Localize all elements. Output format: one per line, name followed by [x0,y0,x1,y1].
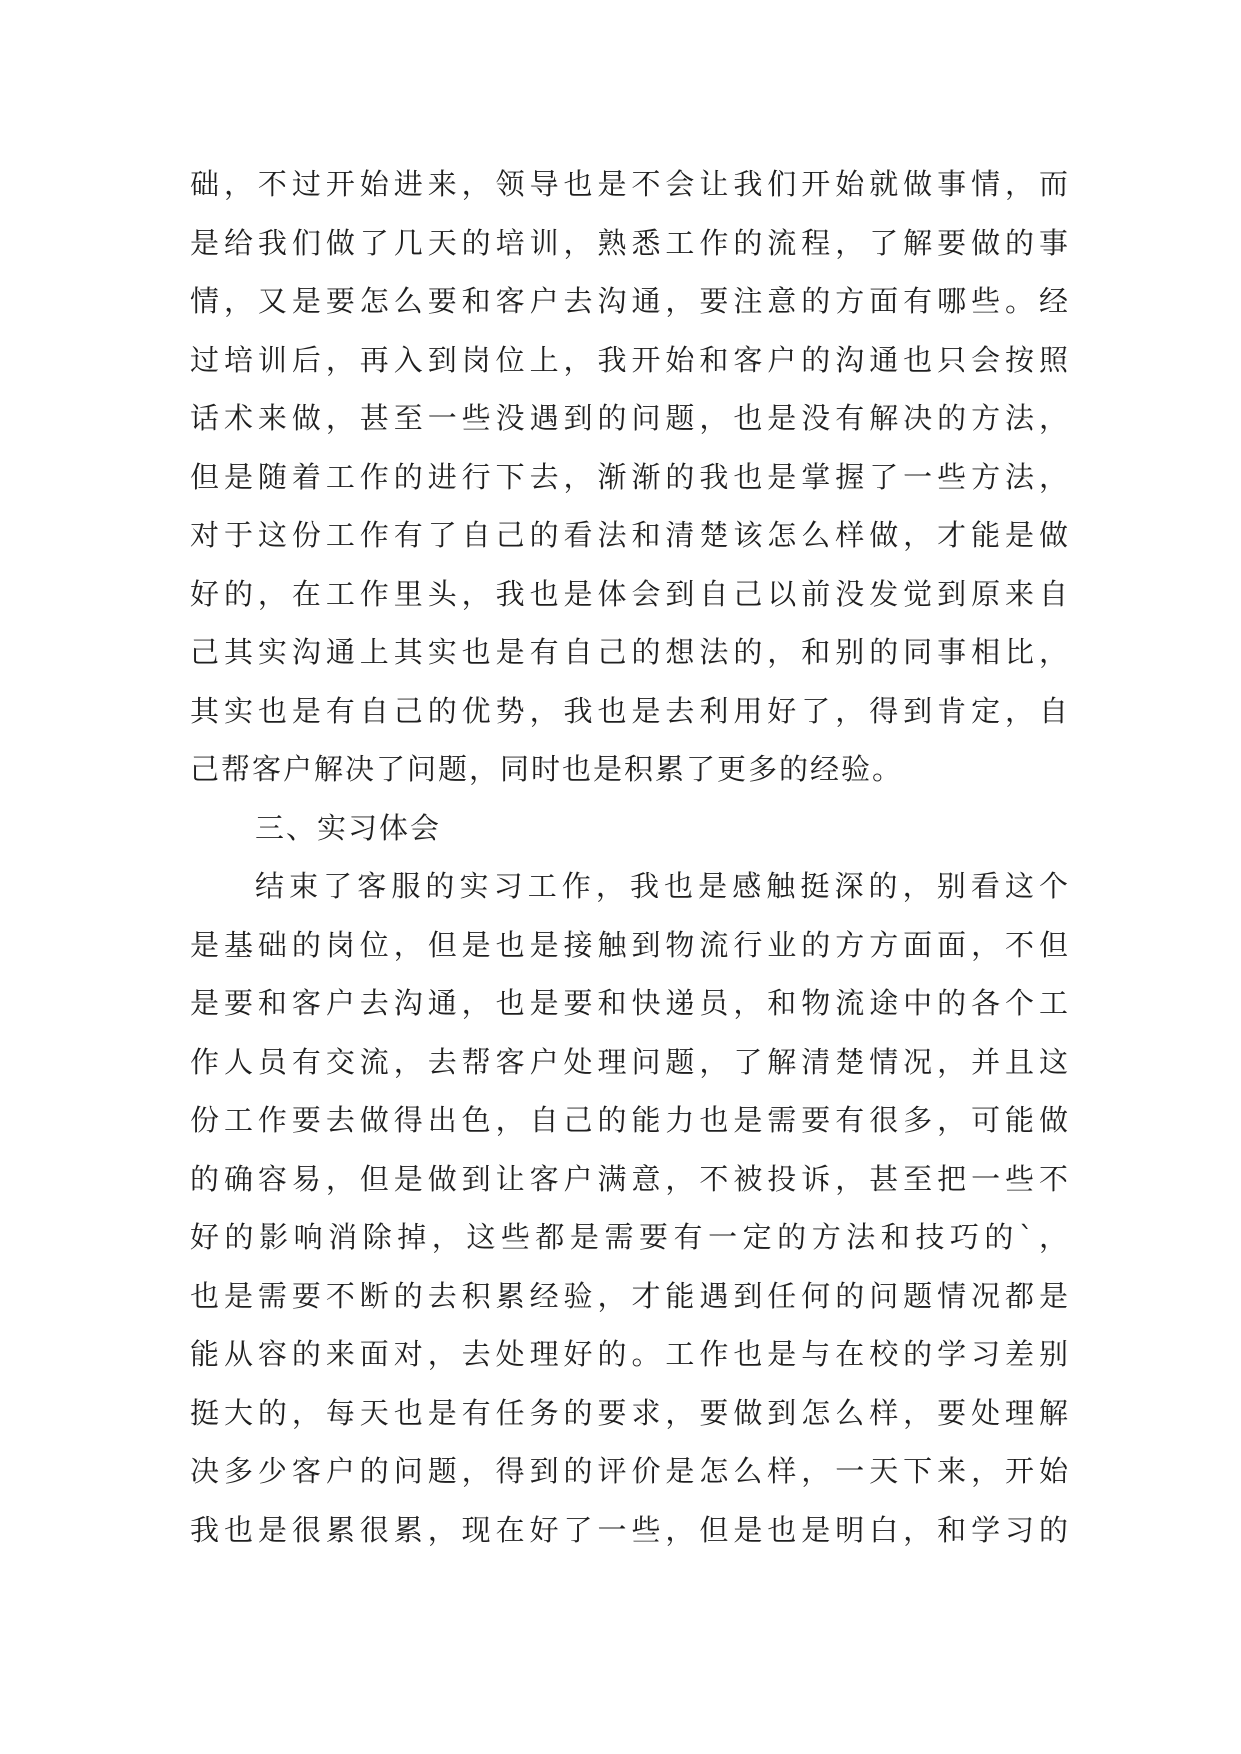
paragraph-line: 挺大的，每天也是有任务的要求，要做到怎么样，要处理解 [190,1395,1070,1430]
paragraph-line: 决多少客户的问题，得到的评价是怎么样，一天下来，开始 [190,1454,1070,1488]
paragraph-line: 也是需要不断的去积累经验，才能遇到任何的问题情况都是 [190,1278,1070,1313]
paragraph-line: 础，不过开始进来，领导也是不会让我们开始就做事情，而 [190,167,1070,201]
paragraph-line: 好的影响消除掉，这些都是需要有一定的方法和技巧的`， [190,1220,1070,1254]
paragraph-line: 作人员有交流，去帮客户处理问题，了解清楚情况，并且这 [190,1044,1070,1079]
paragraph-line: 己其实沟通上其实也是有自己的想法的，和别的同事相比， [190,635,1070,669]
paragraph-line: 过培训后，再入到岗位上，我开始和客户的沟通也只会按照 [190,342,1070,377]
paragraph-line: 对于这份工作有了自己的看法和清楚该怎么样做，才能是做 [190,518,1070,552]
paragraph-line: 己帮客户解决了问题，同时也是积累了更多的经验。 [190,752,904,786]
paragraph-line: 是要和客户去沟通，也是要和快递员，和物流途中的各个工 [190,986,1070,1020]
section-heading: 三、实习体会 [255,810,442,845]
paragraph-line: 情，又是要怎么要和客户去沟通，要注意的方面有哪些。经 [190,284,1070,318]
paragraph-line: 是基础的岗位，但是也是接触到物流行业的方方面面，不但 [190,927,1070,962]
document-body [190,155,1070,1559]
paragraph-line: 能从容的来面对，去处理好的。工作也是与在校的学习差别 [190,1337,1070,1371]
paragraph-line: 话术来做，甚至一些没遇到的问题，也是没有解决的方法， [190,401,1070,435]
paragraph-line: 是给我们做了几天的培训，熟悉工作的流程，了解要做的事 [190,225,1070,260]
paragraph-line: 份工作要去做得出色，自己的能力也是需要有很多，可能做 [190,1103,1070,1137]
paragraph-line: 我也是很累很累，现在好了一些，但是也是明白，和学习的 [190,1512,1070,1547]
paragraph-line: 其实也是有自己的优势，我也是去利用好了，得到肯定，自 [190,693,1070,728]
paragraph-line: 好的，在工作里头，我也是体会到自己以前没发觉到原来自 [190,576,1070,611]
paragraph-line: 但是随着工作的进行下去，渐渐的我也是掌握了一些方法， [190,459,1070,494]
paragraph-line: 的确容易，但是做到让客户满意，不被投诉，甚至把一些不 [190,1161,1070,1196]
paragraph-line: 结束了客服的实习工作，我也是感触挺深的，别看这个 [255,869,1070,903]
